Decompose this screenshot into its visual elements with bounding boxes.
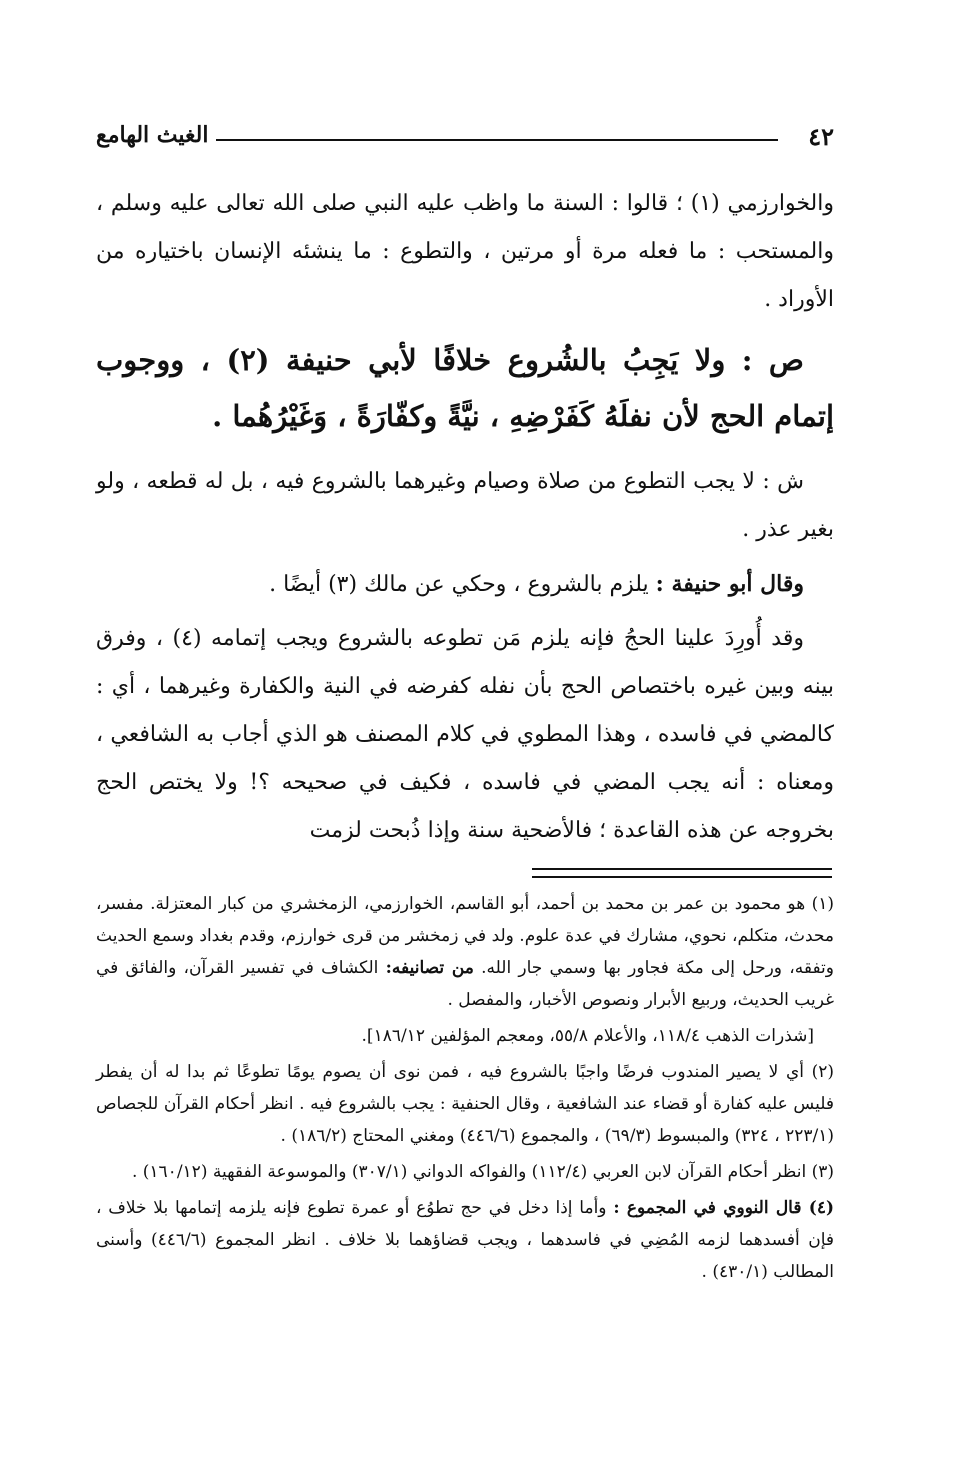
matn-text: ص : ولا يَجِبُ بالشُروع خلافًا لأبي حنيفة (٢) ، ووجوب إتمام الحج لأن نفلَهُ كَفَرْضِهِ ، نيَّةً وكفّارَةً ، وَغَيْرُهُما . <box>96 343 834 433</box>
footnote-1-sources: [شذرات الذهب ١١٨/٤، والأعلام ٥٥/٨، ومعجم المؤلفين ١٨٦/١٢]. <box>361 1026 814 1046</box>
abu-hanifa-rest: يلزم بالشروع ، وحكي عن مالك (٣) أيضًا . <box>269 572 649 597</box>
footnote-4-text: وأما إذا دخل في حج تطوُع أو عمرة تطوع فإنه يلزمه إتمامها بلا خلاف ، فإن أفسدهما لزمه المُضِي في فاسدهما ، ويجب قضاؤهما بلا خلاف . انظر المجموع (٤٤٦/٦) وأسنى المطالب (٤٣٠/١) . <box>96 1198 834 1282</box>
page-number: ٤٢ <box>808 122 834 151</box>
running-title: الغيث الهامع <box>96 122 209 148</box>
footnote-1-text-a: (١) هو محمود بن عمر بن محمد بن أحمد، أبو القاسم، الخوارزمي، الزمخشري من كبار المعتزلة. مفسر، محدث، متكلم، نحوي، مشارك في عدة علوم. ولد في زمخشر من قرى خوارزم، وقدم بغداد وسمع الحديث وتفقه، ورحل إلى مكة فجاور بها وسمي جار الله. <box>96 894 834 978</box>
main-text <box>96 180 834 861</box>
paragraph-definitions: والخوارزمي (١) ؛ قالوا : السنة ما واظب عليه النبي صلى الله تعالى عليه وسلم ، والمستحب : ما فعله مرة أو مرتين ، والتطوع : ما ينشئه الإنسان باختياره من الأوراد . <box>96 191 834 312</box>
page-header <box>96 122 834 162</box>
footnote-separator <box>532 868 832 878</box>
footnote-3: (٣) انظر أحكام القرآن لابن العربي (١١٢/٤) والفواكه الدواني (٣٠٧/١) والموسوعة الفقهية (١٦٠/١٢) . <box>131 1162 834 1182</box>
footnote-4-label: (٤) قال النووي في المجموع : <box>613 1198 835 1218</box>
footnote-4 <box>96 1192 834 1288</box>
abu-hanifa-lead: وقال أبو حنيفة : <box>655 571 804 597</box>
footnote-1-text-b: الكشاف في تفسير القرآن، والفائق في غريب الحديث، وربيع الأبرار ونصوص الأخبار، والمفصل . <box>96 958 834 1010</box>
footnote-1 <box>96 888 834 1016</box>
footnote-1-label: من تصانيفه: <box>385 958 474 978</box>
footnote-2: (٢) أي لا يصير المندوب فرضًا واجبًا بالشروع فيه ، فمن نوى أن يصوم يومًا تطوعًا ثم بدا له أن يفطر فليس عليه كفارة أو قضاء عند الشافعية ، وقال الحنفية : يجب بالشروع فيه . انظر أحكام القرآن للجصاص (٢٢٣/١ ، ٣٢٤) والمبسوط (٦٩/٣) ، والمجموع (٤٤٦/٦) ومغني المحتاج (١٨٦/٢) . <box>96 1062 834 1146</box>
header-rule <box>216 139 778 141</box>
sharh-paragraph: ش : لا يجب التطوع من صلاة وصيام وغيرهما بالشروع فيه ، بل له قطعه ، ولو بغير عذر . <box>96 469 834 542</box>
abu-hanifa-paragraph <box>96 560 834 609</box>
footnotes <box>96 888 834 1292</box>
hajj-paragraph: وقد أُورِدَ علينا الحجُ فإنه يلزم مَن تطوعه بالشروع ويجب إتمامه (٤) ، وفرق بينه وبين غيره باختصاص الحج بأن نفله كفرضه في النية والكفارة وغيرهما ، أي : كالمضي في فاسده ، وهذا المطوي في كلام المصنف هو الذي أجاب به الشافعي ، ومعناه : أنه يجب المضي في فاسده ، فكيف في صحيحه ؟! ولا يختص الحج بخروجه عن هذه القاعدة ؛ فالأضحية سنة وإذا ذُبحت لزمت <box>96 626 834 843</box>
